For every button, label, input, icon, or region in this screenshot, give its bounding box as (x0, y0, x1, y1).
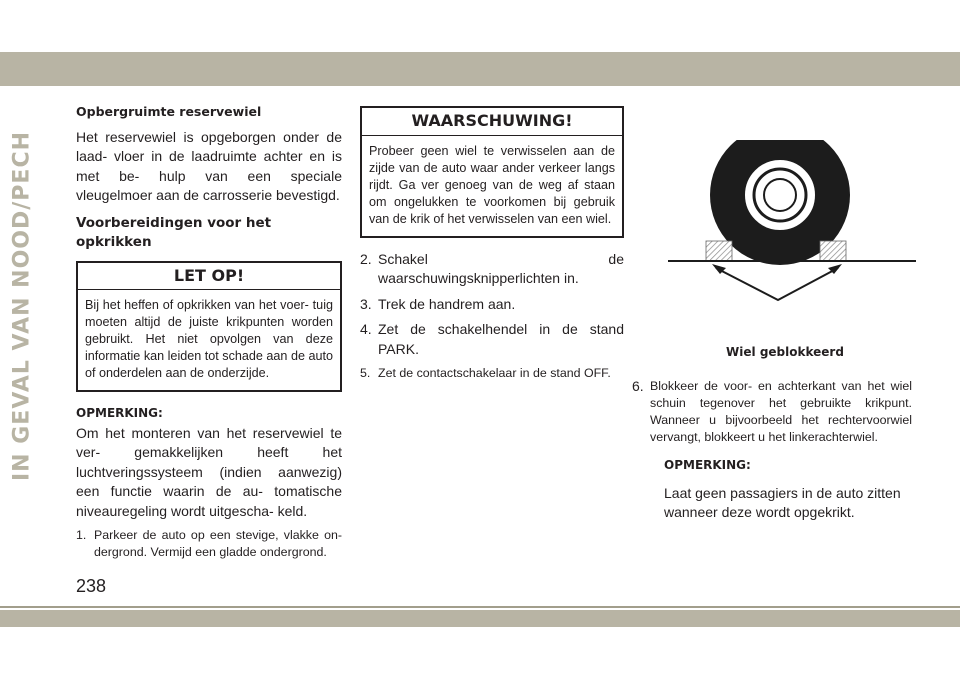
heading-jacking-preparation: Voorbereidingen voor het opkrikken (76, 214, 272, 250)
step-text: Schakel de waarschuwingsknipperlichten in. (378, 250, 624, 286)
note-body: Laat geen passagiers in de auto zitten wanneer deze wordt opgekrikt. (664, 484, 901, 520)
warning-box (360, 106, 624, 238)
caution-body: Bij het heffen of opkrikken van het voer- tuig moeten altijd de juiste krikpunten worden gebruikt. Het niet opvolgen van deze informatie kan leiden tot schade aan de auto of onderdelen aan de onderzijde. (85, 298, 333, 380)
note-label: OPMERKING: (664, 458, 751, 472)
step-1 (76, 527, 342, 561)
step-4 (360, 320, 624, 359)
figure-caption: Wiel geblokkeerd (726, 345, 844, 359)
step-number: 4. (360, 321, 372, 337)
step-text: Blokkeer de voor- en achterkant van het wiel schuin tegenover het gebruikte krikpunt. Wanneer u bijvoorbeeld het rechtervoorwiel vervangt, blokkeert u het linkerachterwiel. (650, 379, 912, 444)
step-6 (632, 378, 912, 446)
footer-band (0, 610, 960, 627)
heading-spare-wheel-storage: Opbergruimte reservewiel (76, 104, 262, 119)
arrows-icon (716, 268, 838, 300)
wheel-chock-front-icon (706, 241, 732, 261)
step-5 (360, 365, 624, 382)
note-body: Om het monteren van het reservewiel te ver- gemakkelijken heeft het luchtveringssysteem (indien aanwezig) een functie waarin de au- tomatische niveauregeling wordt uitgescha- keld. (76, 424, 342, 519)
header-band (0, 52, 960, 86)
step-number: 1. (76, 528, 87, 542)
step-text: Zet de schakelhendel in de stand PARK. (378, 321, 624, 357)
column-right (632, 372, 912, 523)
warning-body: Probeer geen wiel te verwisselen aan de zijde van de auto waar ander verkeer langs rijdt. Ga ver genoeg van de weg af staan om ongelukken te voorkomen bij gebruik van de krik of het verwisselen van een wiel. (369, 143, 615, 226)
side-section-title: IN GEVAL VAN NOOD/PECH (9, 130, 35, 482)
step-3 (360, 295, 624, 315)
step-number: 2. (360, 250, 372, 267)
step-number: 6. (632, 378, 644, 394)
step-text: Zet de contactschakelaar in de stand OFF. (378, 366, 611, 380)
caution-title: LET OP! (78, 263, 340, 291)
step-2 (360, 250, 624, 289)
paragraph-spare-wheel: Het reservewiel is opgeborgen onder de laad- vloer in de laadruimte achter en is met be- hulp van een speciale vleugelmoer aan de carrosserie bevestigd. (76, 128, 342, 203)
step-text: Parkeer de auto op een stevige, vlakke on- dergrond. Vermijd een gladde ondergrond. (94, 528, 342, 559)
side-tab (0, 86, 48, 482)
page-number: 238 (76, 576, 107, 596)
step-text: Trek de handrem aan. (378, 295, 516, 312)
note-label: OPMERKING: (76, 406, 163, 420)
step-number: 5. (360, 366, 371, 380)
warning-title: WAARSCHUWING! (362, 108, 622, 136)
wheel-chock-rear-icon (820, 241, 846, 261)
column-left (76, 102, 342, 561)
footer-line (0, 606, 960, 608)
caution-box (76, 261, 342, 393)
wheel-blocked-illustration (660, 140, 920, 330)
step-number: 3. (360, 295, 372, 312)
column-middle (360, 106, 624, 382)
